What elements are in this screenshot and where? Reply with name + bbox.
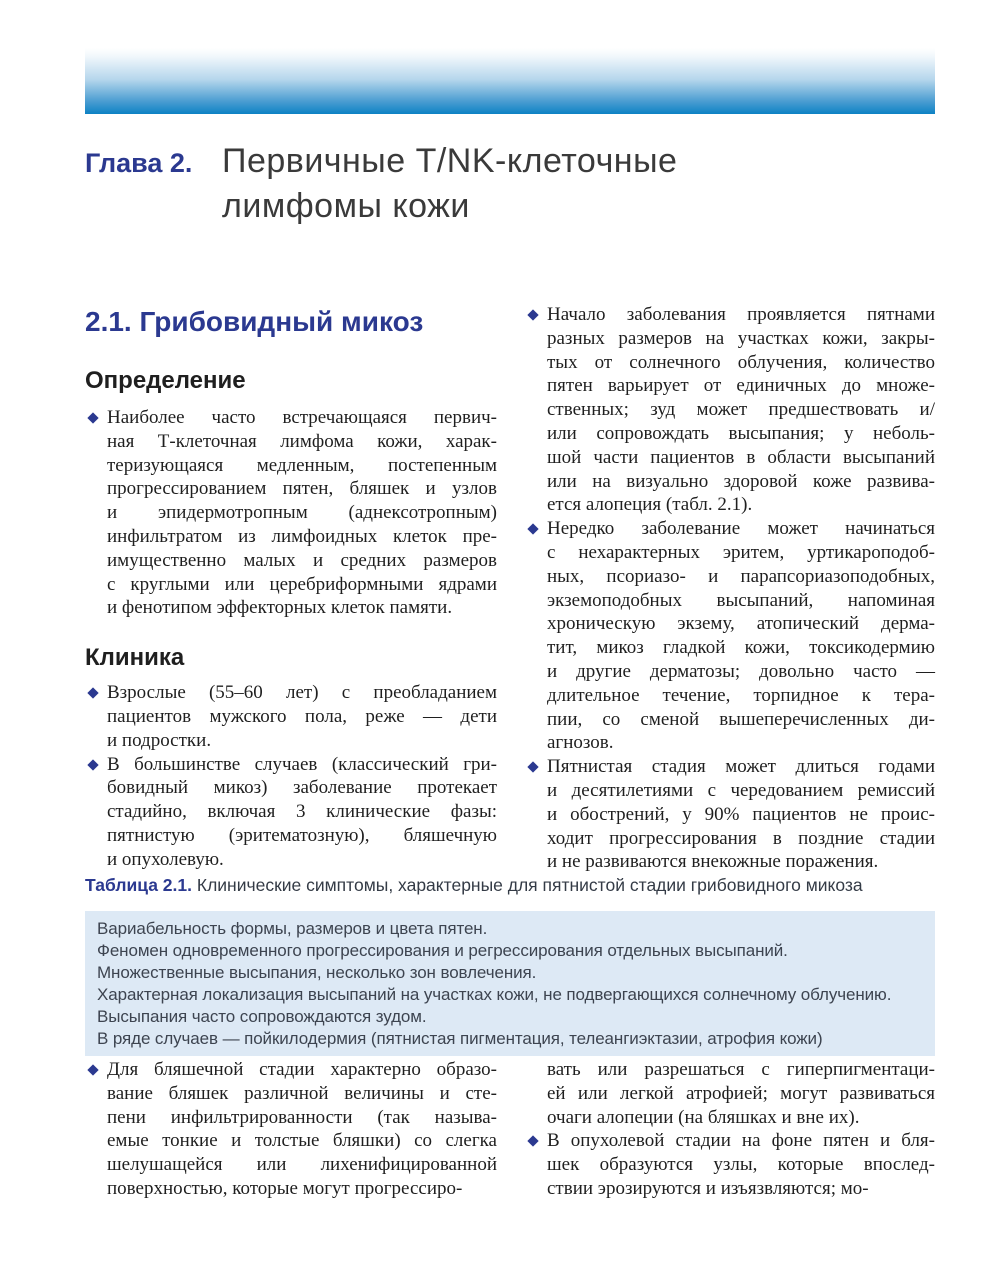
bullet-item — [85, 1058, 497, 1201]
text-line: шелушащейся или лихенифицированной — [107, 1154, 497, 1176]
bottom-left-column — [85, 1058, 497, 1201]
chapter-heading — [85, 139, 935, 229]
text-line: пятнистую (эритематозную), бляшечную — [107, 824, 497, 846]
text-line: пациентов мужского пола, реже — дети — [107, 705, 497, 727]
text-line: или на визуально здоровой коже развива- — [547, 470, 935, 492]
text-line: Нередко заболевание может начинаться — [547, 518, 935, 540]
text-line: Первичные T/NK-клеточные — [222, 142, 678, 180]
text-line: тых от солнечного облучения, количество — [547, 351, 935, 373]
bullet-text — [107, 406, 497, 620]
diamond-bullet-icon — [87, 688, 98, 699]
text-line: Наиболее часто встречающаяся первич- — [107, 407, 497, 428]
chapter-header-bar — [85, 48, 935, 114]
diamond-bullet-icon — [87, 412, 98, 423]
text-line: или сопровождать высыпания; у неболь- — [547, 422, 935, 444]
bottom-right-column — [525, 1058, 935, 1201]
text-line: и обострений, у 90% пациентов не проис- — [547, 803, 935, 825]
text-line: и другие дерматозы; довольно часто — — [547, 660, 935, 682]
bullet-item — [85, 753, 497, 872]
table-row: В ряде случаев — пойкилодермия (пятнистая пигментация, телеангиэктазии, атрофия кожи) — [97, 1029, 823, 1048]
bullet-text — [107, 681, 497, 752]
text-line: теризующаяся медленным, постепенным — [107, 454, 497, 476]
bullet-text — [107, 753, 497, 872]
text-line: пии, со сменой вышеперечисленных ди- — [547, 708, 935, 730]
text-line: и не развиваются внекожные поражения. — [547, 851, 879, 873]
bottom-right-continuation — [547, 1058, 935, 1129]
bullet-text — [547, 1129, 935, 1200]
chapter-title — [222, 139, 935, 229]
text-line: Пятнистая стадия может длиться годами — [547, 756, 935, 778]
right-column — [525, 303, 935, 874]
table-row: Множественные высыпания, несколько зон вовлечения. — [97, 963, 537, 982]
table-caption — [85, 875, 935, 896]
text-line: бовидный микоз) заболевание протекает — [107, 777, 497, 799]
text-line: ствии эрозируются и изъязвляются; мо- — [547, 1177, 869, 1199]
table-caption-label: Таблица 2.1. — [85, 875, 192, 895]
text-line: Начало заболевания проявляется пятнами — [547, 304, 935, 325]
text-line: ственных; зуд может предшествовать и/ — [547, 399, 935, 421]
text-line: емые тонкие и толстые бляшки) со слегка — [107, 1130, 497, 1152]
table-row: Феномен одновременного прогрессирования и регрессирования отдельных высыпаний. — [97, 941, 788, 960]
text-line: лимфомы кожи — [222, 187, 470, 225]
diamond-bullet-icon — [527, 1136, 538, 1147]
clinic-list — [85, 681, 497, 871]
left-column — [85, 366, 497, 872]
table-row: Вариабельность формы, размеров и цвета пятен. — [97, 919, 488, 938]
text-line: В большинстве случаев (классический гри- — [107, 753, 497, 775]
text-line: стадийно, включая 3 клинические фазы: — [107, 801, 497, 823]
text-line: ется алопеция (табл. 2.1). — [547, 494, 753, 516]
bullet-text — [107, 1058, 497, 1201]
bullet-item — [85, 681, 497, 752]
text-line: и десятилетиями с чередованием ремиссий — [547, 779, 935, 801]
bottom-right-list — [525, 1129, 935, 1200]
diamond-bullet-icon — [87, 759, 98, 770]
diamond-bullet-icon — [527, 761, 538, 772]
text-line: пени инфильтрированности (так называ- — [107, 1106, 497, 1128]
text-line: и эпидермотропным (аднексотропным) — [107, 502, 497, 524]
text-line: ей или легкой атрофией; могут развиваться — [547, 1082, 935, 1104]
bullet-item — [85, 406, 497, 620]
definition-list — [85, 406, 497, 620]
text-line: экземоподобных высыпаний, напоминая — [547, 589, 935, 611]
table-box — [85, 911, 935, 1056]
text-line: инфильтратом из лимфоидных клеток пре- — [107, 525, 497, 547]
text-line: ходит прогрессирования в поздние стадии — [547, 827, 935, 849]
text-line: и подростки. — [107, 729, 212, 751]
text-line: ных, псориазо- и парапсориазоподобных, — [547, 565, 935, 587]
bullet-text — [547, 517, 935, 755]
text-line: с круглыми или церебриформными ядрами — [107, 573, 497, 595]
diamond-bullet-icon — [527, 524, 538, 535]
text-line: В опухолевой стадии на фоне пятен и бля- — [547, 1130, 935, 1152]
bullet-item — [525, 517, 935, 755]
text-line: пятен варьирует от единичных до множе- — [547, 375, 935, 397]
text-line: вать или разрешаться с гиперпигментаци- — [547, 1059, 935, 1080]
text-line: прогрессированием пятен, бляшек и узлов — [107, 478, 497, 500]
table-caption-text: Клинические симптомы, характерные для пятнистой стадии грибовидного микоза — [196, 875, 863, 895]
bullet-item — [525, 1129, 935, 1200]
text-line: разных размеров на участках кожи, закры- — [547, 327, 935, 349]
bullet-item — [525, 755, 935, 874]
definition-heading: Определение — [85, 367, 246, 394]
text-line: с нехарактерных эритем, уртикароподоб- — [547, 541, 935, 563]
clinic-heading: Клиника — [85, 644, 185, 672]
text-line: шек образуются узлы, которые впослед- — [547, 1154, 935, 1176]
text-line: Для бляшечной стадии характерно образо- — [107, 1059, 497, 1080]
diamond-bullet-icon — [527, 309, 538, 320]
text-line: Взрослые (55–60 лет) с преобладанием — [107, 682, 497, 704]
right-column-list — [525, 303, 935, 874]
table-row: Характерная локализация высыпаний на участках кожи, не подвергающихся солнечному облучению. — [97, 985, 892, 1004]
bullet-text — [547, 303, 935, 517]
text-line: длительное течение, торпидное к тера- — [547, 684, 935, 706]
diamond-bullet-icon — [87, 1064, 98, 1075]
text-line: поверхностью, которые могут прогрессиро- — [107, 1177, 463, 1199]
table-row: Высыпания часто сопровождаются зудом. — [97, 1007, 427, 1026]
text-line: агнозов. — [547, 732, 614, 754]
text-line: ная Т-клеточная лимфома кожи, харак- — [107, 430, 497, 452]
text-line: вание бляшек различной величины и сте- — [107, 1082, 497, 1104]
section-title: 2.1. Грибовидный микоз — [85, 306, 424, 337]
text-line: очаги алопеции (на бляшках и вне их). — [547, 1106, 860, 1128]
bottom-left-list — [85, 1058, 497, 1201]
text-line: хроническую экзему, атопический дерма- — [547, 613, 935, 635]
text-line: шой части пациентов в области высыпаний — [547, 446, 935, 468]
bullet-text — [547, 755, 935, 874]
text-line: имущественно малых и средних размеров — [107, 549, 497, 571]
text-line: и опухолевую. — [107, 848, 224, 870]
chapter-number-label: Глава 2. — [85, 148, 193, 178]
text-line: тит, микоз гладкой кожи, токсикодермию — [547, 637, 935, 659]
bullet-item — [525, 303, 935, 517]
text-line: и фенотипом эффекторных клеток памяти. — [107, 597, 453, 619]
